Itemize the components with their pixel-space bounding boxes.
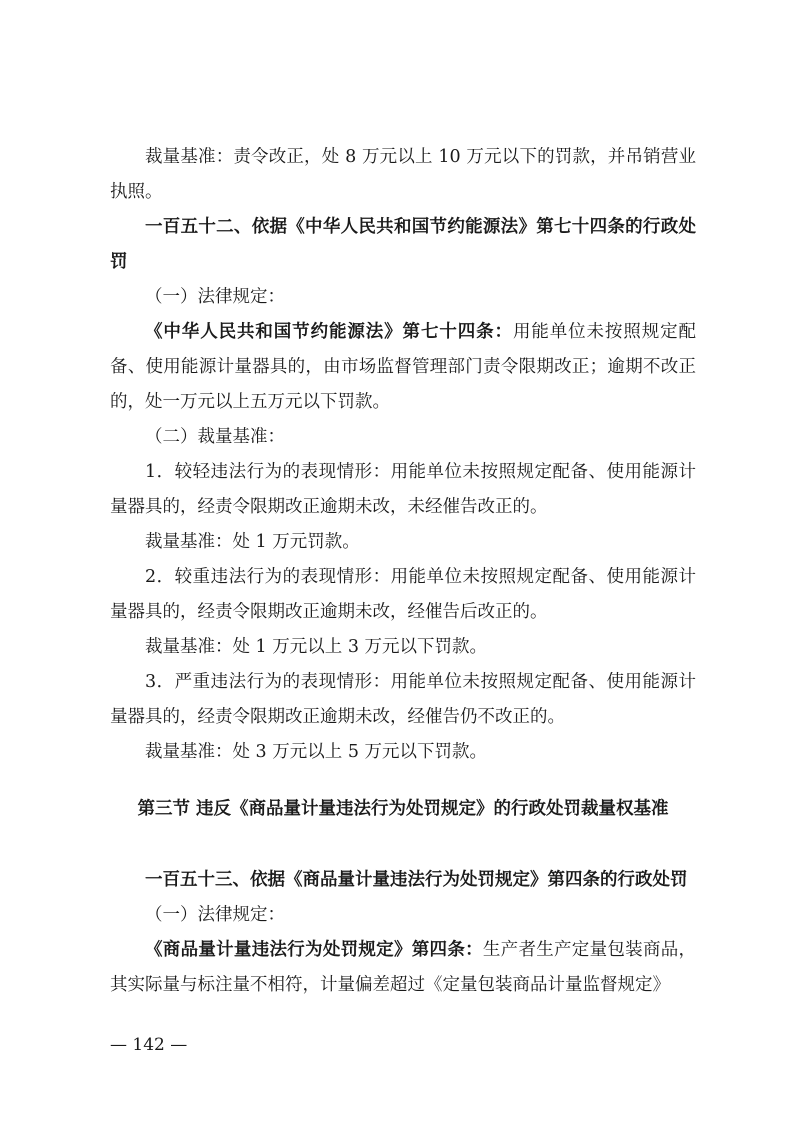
article-152-item-2: 2．较重违法行为的表现情形：用能单位未按照规定配备、使用能源计量器具的，经责令限期改正逾期未改，经催告后改正的。 [110, 567, 696, 622]
article-153-law-name: 《商品量计量违法行为处罚规定》第四条： [145, 940, 483, 960]
article-152-item-3: 3．严重违法行为的表现情形：用能单位未按照规定配备、使用能源计量器具的，经责令限期改正逾期未改，经催告仍不改正的。 [110, 672, 696, 727]
section-3-title: 第三节 违反《商品量计量违法行为处罚规定》的行政处罚裁量权基准 [137, 799, 669, 819]
article-152-law-text: 用能单位未按照规定配备、使用能源计量器具的，由市场监督管理部门责令限期改正；逾期不改正的，处一万元以上五万元以下罚款。 [110, 322, 697, 412]
article-152-title: 一百五十二、依据《中华人民共和国节约能源法》第七十四条的行政处罚 [110, 217, 696, 272]
article-153-law-paragraph [110, 933, 696, 1003]
article-152-law-name: 《中华人民共和国节约能源法》第七十四条： [145, 322, 513, 342]
article-152-item-2-standard: 裁量基准：处 1 万元以上 3 万元以下罚款。 [145, 637, 488, 657]
page-content [110, 140, 696, 1003]
article-152-item-3-standard: 裁量基准：处 3 万元以上 5 万元以下罚款。 [145, 742, 488, 762]
page-number: — 142 — [110, 1035, 188, 1055]
article-152-criteria-label: （二）裁量基准： [145, 427, 285, 447]
article-152-item-1-standard: 裁量基准：处 1 万元罚款。 [145, 532, 360, 552]
article-152-law-paragraph [110, 315, 696, 420]
article-153-legal-label: （一）法律规定： [145, 905, 285, 925]
article-152-item-1: 1．较轻违法行为的表现情形：用能单位未按照规定配备、使用能源计量器具的，经责令限期改正逾期未改，未经催告改正的。 [110, 462, 696, 517]
article-152-legal-label: （一）法律规定： [145, 287, 285, 307]
paragraph-penalty-standard: 裁量基准：责令改正，处 8 万元以上 10 万元以下的罚款，并吊销营业执照。 [110, 147, 696, 202]
article-153-law-text: 生产者生产定量包装商品，其实际量与标注量不相符，计量偏差超过《定量包装商品计量监督规定》 [110, 940, 697, 995]
article-153-title: 一百五十三、依据《商品量计量违法行为处罚规定》第四条的行政处罚 [145, 870, 688, 890]
